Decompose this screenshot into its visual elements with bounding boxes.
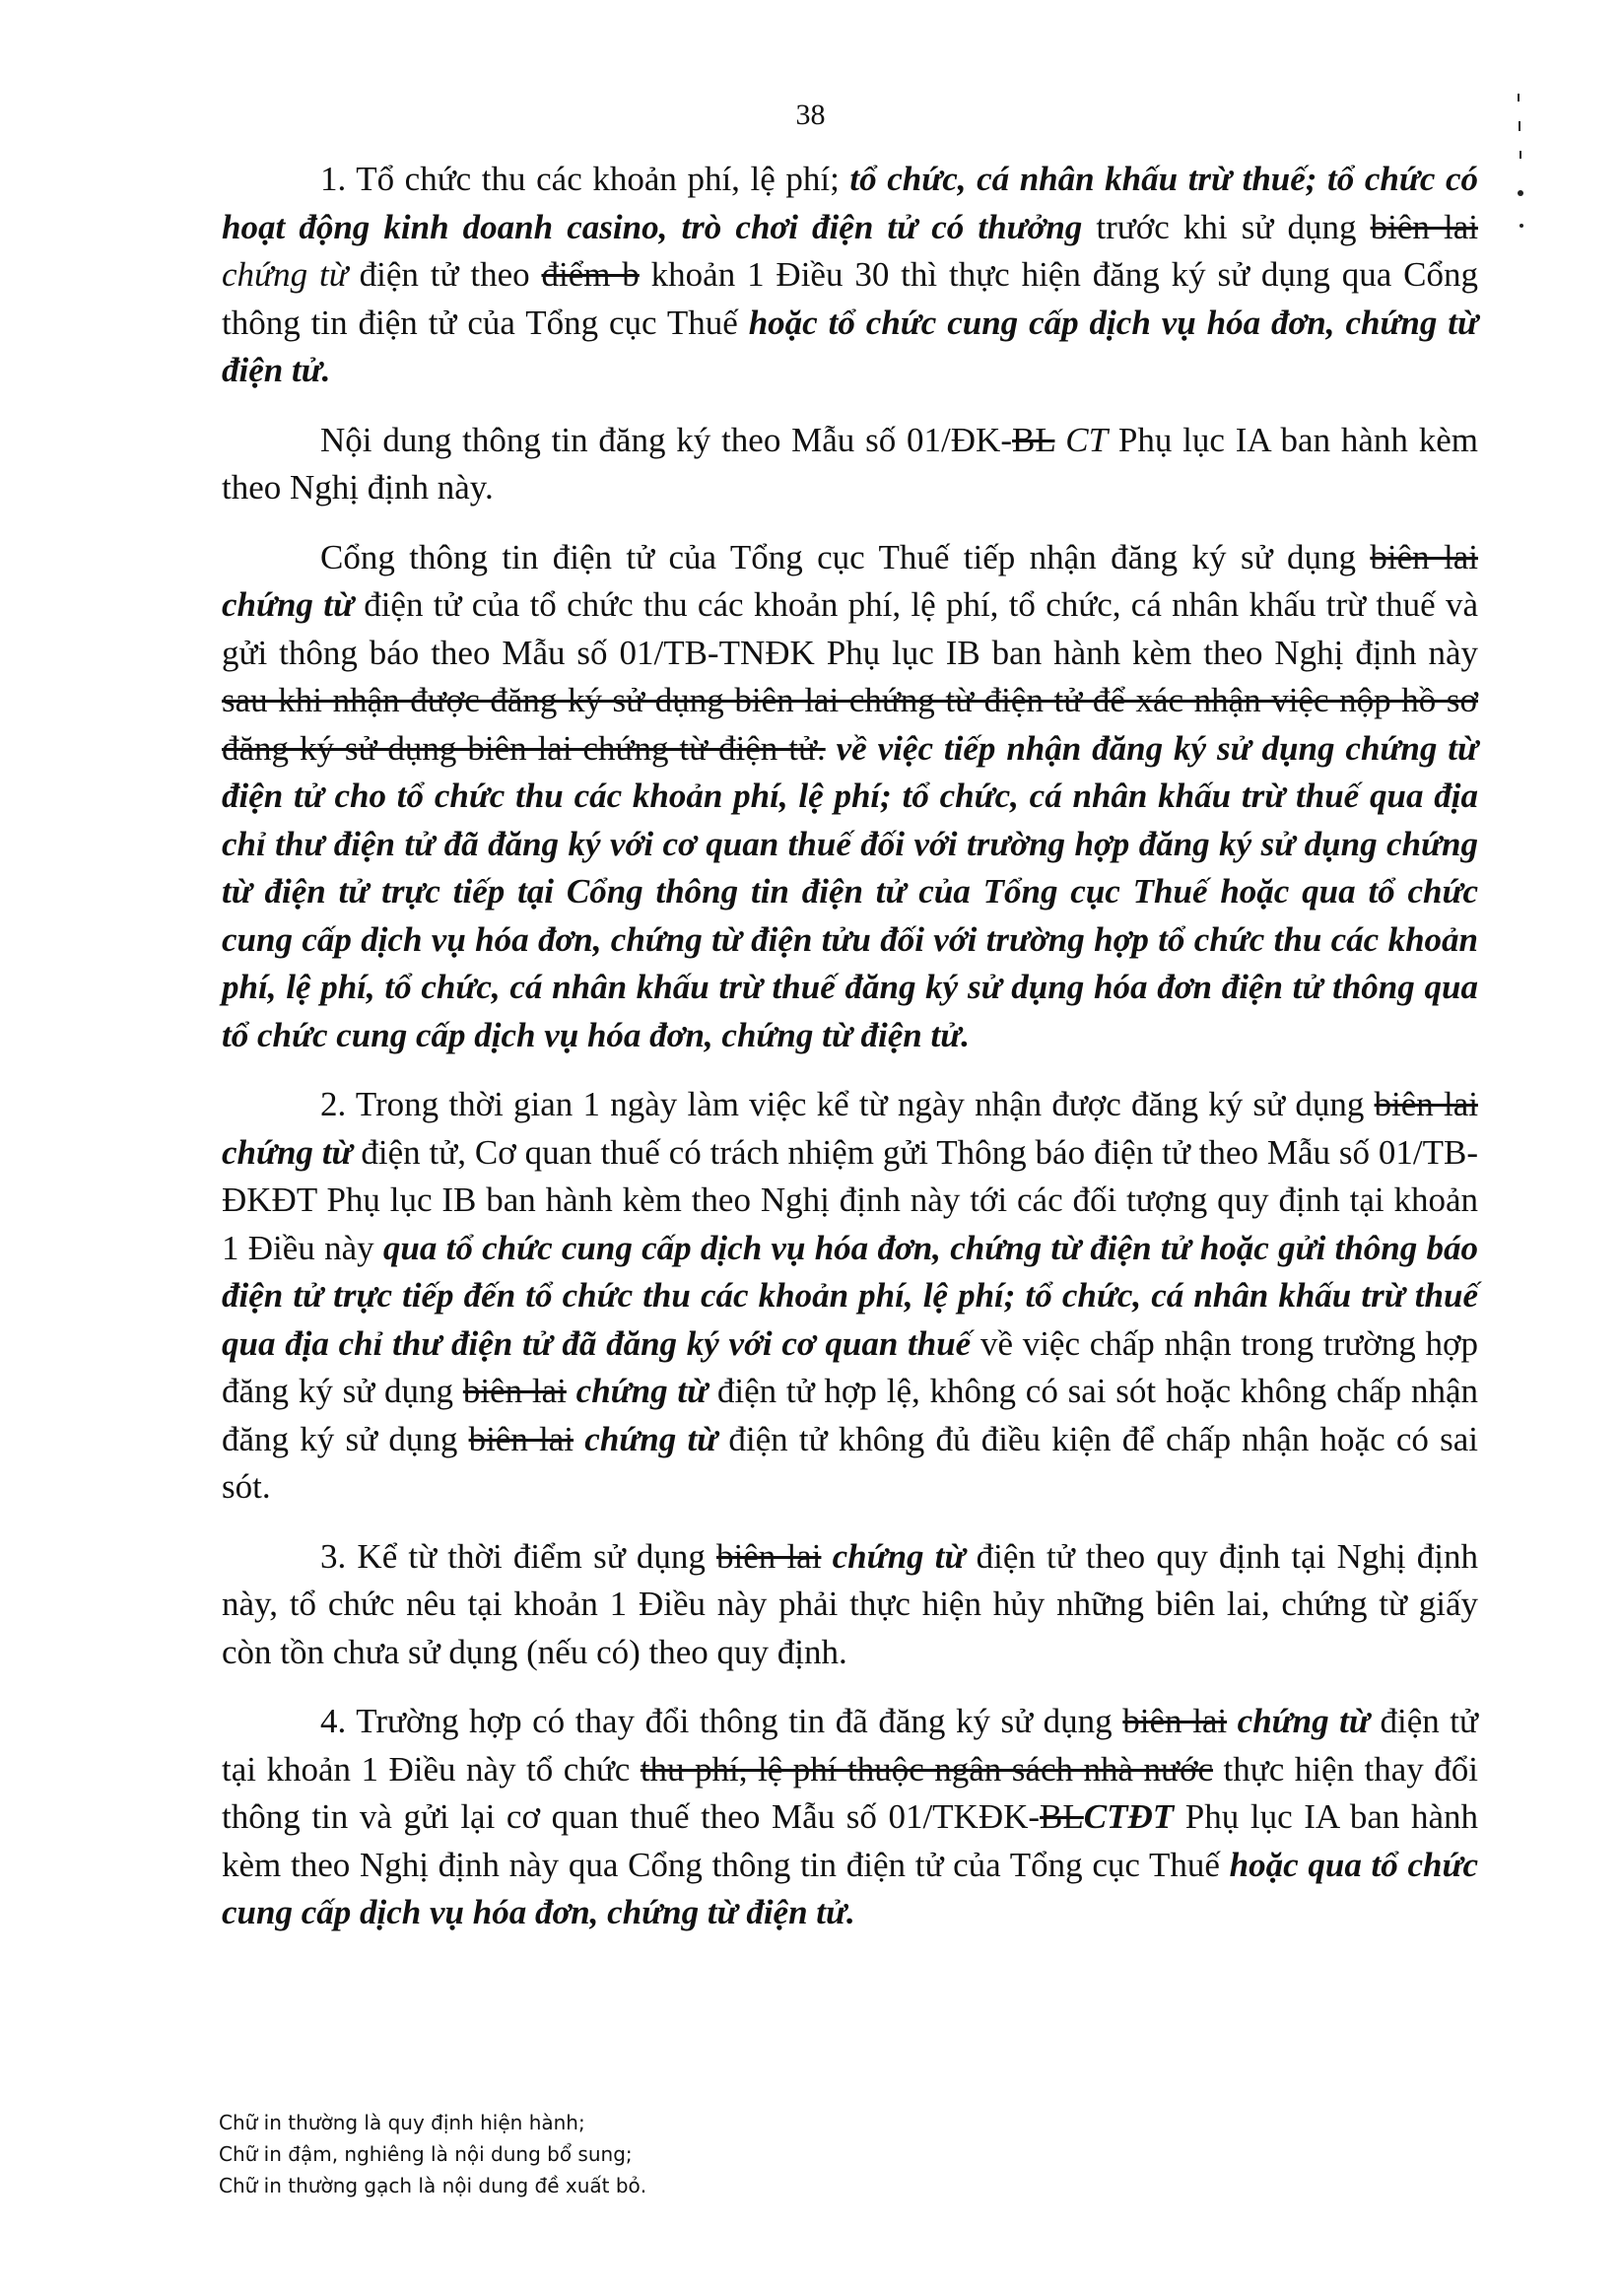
deleted-text-run: sau khi nhận được đăng ký sử dụng biên lai chứng từ điện tử để xác nhận việc nộp hồ sơ đăng ký sử dụng biên lai chứng từ điện tử. [222, 681, 1478, 768]
text-run: về việc chấp nhận trong trường hợp đăng ký sử dụng [222, 1323, 1478, 1410]
deleted-text-run: biên lai [1374, 1085, 1478, 1123]
text-run [821, 1537, 832, 1576]
paragraph-2 [222, 417, 1478, 512]
deleted-text-run: biên lai [468, 1419, 574, 1458]
text-run: điện tử tại khoản 1 Điều này tổ chức [222, 1702, 1478, 1789]
text-run: Phụ lục IA ban hành kèm theo Nghị định này. [222, 420, 1478, 506]
text-run [826, 729, 837, 768]
text-run: thực hiện thay đổi thông tin và gửi lại cơ quan thuế theo Mẫu số 01/TKĐK- [222, 1749, 1478, 1836]
paragraph-3 [222, 534, 1478, 1060]
deleted-text-run: biên lai [1122, 1702, 1228, 1740]
legend-line-regular: Chữ in thường là quy định hiện hành; [219, 2111, 585, 2134]
text-run [1227, 1702, 1238, 1740]
text-run: điện tử không đủ điều kiện để chấp nhận hoặc có sai sót. [222, 1419, 1479, 1506]
text-run: Nội dung thông tin đăng ký theo Mẫu số 01/ĐK- [320, 420, 1012, 459]
text-run: điện tử theo [347, 255, 542, 294]
text-run: 1. Tổ chức thu các khoản phí, lệ phí; [320, 160, 850, 198]
deleted-text-run: điểm b [541, 255, 640, 294]
text-run: 4. Trường hợp có thay đổi thông tin đã đăng ký sử dụng [320, 1702, 1123, 1740]
text-run: trước khi sử dụng [1082, 207, 1371, 246]
added-text-run: hoặc tổ chức cung cấp dịch vụ hóa đơn, chứng từ điện tử. [222, 303, 1478, 389]
added-text-run: chứng từ [222, 585, 354, 624]
added-text-run: hoặc qua tổ chức cung cấp dịch vụ hóa đơn, chứng từ điện tử. [222, 1845, 1478, 1931]
paragraph-4 [222, 1081, 1478, 1512]
added-text-run: CTĐT [1083, 1797, 1175, 1836]
margin-scan-marks [1508, 94, 1527, 241]
legend-line-bold-italic: Chữ in đậm, nghiêng là nội dung bổ sung; [219, 2142, 633, 2166]
legend-footnote [219, 2107, 1106, 2201]
page-number: 38 [795, 99, 826, 131]
paragraph-6 [222, 1698, 1478, 1937]
added-text-run: chứng từ [1237, 1702, 1370, 1740]
italic-text-run: chứng từ [222, 255, 348, 294]
deleted-text-run: biên lai [1370, 207, 1478, 246]
text-run: điện tử theo quy định tại Nghị định này, tổ chức nêu tại khoản 1 Điều này phải thực hiện hủy những biên lai, chứng từ giấy còn tồn chưa sử dụng (nếu có) theo quy định. [222, 1536, 1478, 1671]
text-run: Phụ lục IA ban hành kèm theo Nghị định này qua Cổng thông tin điện tử của Tổng cục Thuế [222, 1797, 1479, 1884]
added-text-run: chứng từ [222, 1132, 353, 1172]
text-run: điện tử hợp lệ, không có sai sót hoặc không chấp nhận đăng ký sử dụng [222, 1372, 1479, 1458]
deleted-text-run: biên lai [1370, 537, 1479, 576]
text-run [567, 1372, 576, 1410]
legend-line-strikethrough: Chữ in thường gạch là nội dung đề xuất bỏ. [219, 2174, 647, 2197]
text-run: khoản 1 Điều 30 thì thực hiện đăng ký sử dụng qua Cổng thông tin điện tử của Tổng cục Thuế [222, 255, 1479, 342]
deleted-text-run: BL [1040, 1797, 1084, 1836]
text-run: 3. Kể từ thời điểm sử dụng [320, 1536, 717, 1576]
text-run [574, 1420, 584, 1458]
text-run: 2. Trong thời gian 1 ngày làm việc kể từ ngày nhận được đăng ký sử dụng [320, 1085, 1375, 1123]
added-text-run: về việc tiếp nhận đăng ký sử dụng chứng từ điện tử cho tổ chức thu các khoản phí, lệ phí; tổ chức, cá nhân khấu trừ thuế qua địa chỉ thư điện tử đã đăng ký với cơ quan thuế đối với trường hợp đăng ký sử dụng chứng từ điện tử trực tiếp tại Cổng thông tin điện tử của Tổng cục Thuế hoặc qua tổ chức cung cấp dịch vụ hóa đơn, chứng từ điện tửu đối với trường hợp tổ chức thu các khoản phí, lệ phí, tổ chức, cá nhân khấu trừ thuế đăng ký sử dụng hóa đơn điện tử thông qua tổ chức cung cấp dịch vụ hóa đơn, chứng từ điện tử. [222, 728, 1478, 1054]
added-text-run: qua tổ chức cung cấp dịch vụ hóa đơn, chứng từ điện tử hoặc gửi thông báo điện tử trực tiếp đến tổ chức thu các khoản phí, lệ phí; tổ chức, cá nhân khấu trừ thuế qua địa chỉ thư điện tử đã đăng ký với cơ quan thuế [222, 1228, 1478, 1363]
text-run [1054, 421, 1065, 459]
added-text-run: chứng từ [575, 1372, 709, 1410]
text-run: điện tử của tổ chức thu các khoản phí, lệ phí, tổ chức, cá nhân khấu trừ thuế và gửi thông báo theo Mẫu số 01/TB-TNĐK Phụ lục IB ban hành kèm theo Nghị định này [222, 585, 1478, 672]
text-run: Cổng thông tin điện tử của Tổng cục Thuế tiếp nhận đăng ký sử dụng [320, 537, 1371, 576]
paragraph-1 [222, 156, 1478, 395]
added-text-run: chứng từ [832, 1536, 966, 1576]
text-run: điện tử, Cơ quan thuế có trách nhiệm gửi Thông báo điện tử theo Mẫu số 01/TB-ĐKĐT Phụ lục IB ban hành kèm theo Nghị định này tới các đối tượng quy định tại khoản 1 Điều này [222, 1132, 1478, 1267]
italic-text-run: CT [1065, 420, 1109, 459]
added-text-run: tổ chức, cá nhân khấu trừ thuế; tổ chức có hoạt động kinh doanh casino, trò chơi điện tử có thưởng [222, 160, 1478, 246]
deleted-text-run: biên lai [462, 1372, 567, 1410]
deleted-text-run: BL [1012, 420, 1055, 459]
deleted-text-run: thu phí, lệ phí thuộc ngân sách nhà nước [640, 1749, 1214, 1789]
document-body [222, 156, 1478, 1937]
deleted-text-run: biên lai [716, 1536, 822, 1576]
added-text-run: chứng từ [584, 1419, 718, 1458]
paragraph-5 [222, 1533, 1478, 1677]
